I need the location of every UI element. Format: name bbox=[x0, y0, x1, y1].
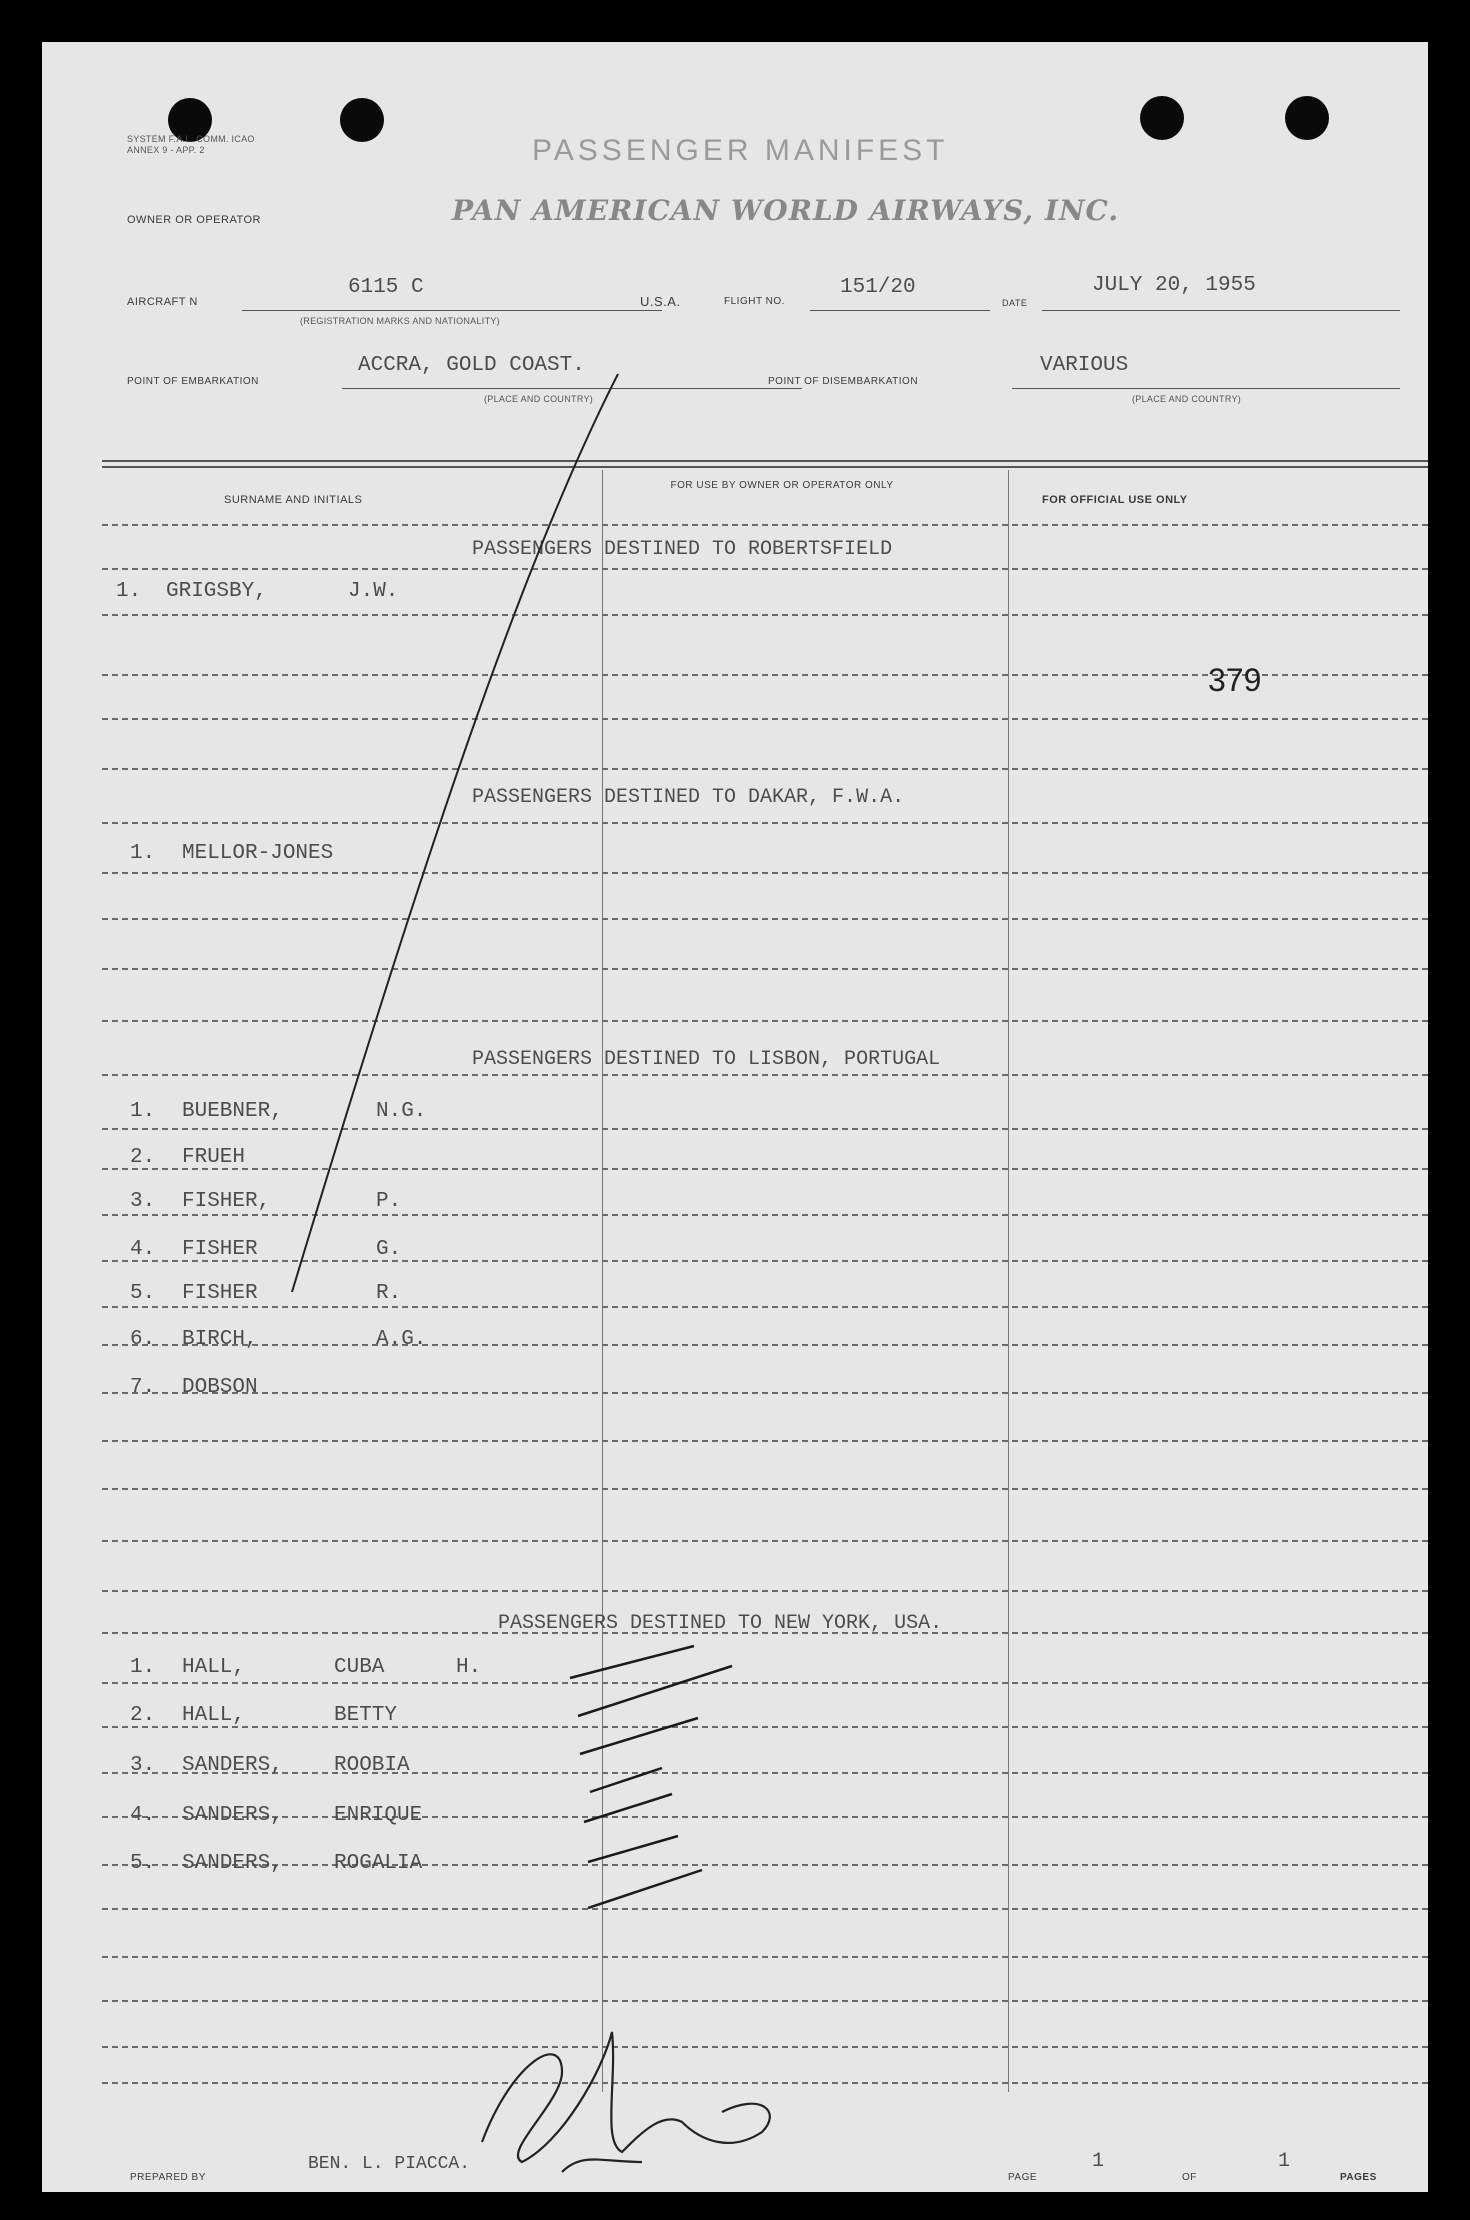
nationality: U.S.A. bbox=[640, 294, 681, 309]
embarkation-label: POINT OF EMBARKATION bbox=[127, 376, 259, 387]
passenger-number: 1. bbox=[130, 842, 156, 865]
passenger-number: 6. bbox=[130, 1328, 156, 1351]
disembarkation-point: VARIOUS bbox=[1040, 354, 1129, 377]
manifest-sheet bbox=[42, 42, 1428, 2192]
passenger-surname: BUEBNER, bbox=[182, 1100, 283, 1123]
passenger-number: 5. bbox=[130, 1852, 156, 1875]
passenger-number: 4. bbox=[130, 1238, 156, 1261]
passenger-surname: SANDERS, bbox=[182, 1754, 283, 1777]
page-label: PAGE bbox=[1008, 2172, 1038, 2183]
total-pages: 1 bbox=[1278, 2150, 1291, 2173]
pen-strike-marks bbox=[42, 42, 1428, 2192]
passenger-initials: ROGALIA bbox=[334, 1852, 423, 1875]
passenger-surname: BIRCH, bbox=[182, 1328, 258, 1351]
aircraft-number: 6115 C bbox=[348, 276, 424, 299]
passenger-initials: R. bbox=[376, 1282, 402, 1305]
col-surname: SURNAME AND INITIALS bbox=[224, 494, 363, 506]
passenger-number: 1. bbox=[130, 1656, 156, 1679]
passenger-number: 7. bbox=[130, 1376, 156, 1399]
registration-note: (REGISTRATION MARKS AND NATIONALITY) bbox=[300, 316, 500, 326]
passenger-initials: ENRIQUE bbox=[334, 1804, 423, 1827]
passenger-surname: SANDERS, bbox=[182, 1804, 283, 1827]
form-id: SYSTEM F.A.L. COMM. ICAO ANNEX 9 - APP. 2 bbox=[127, 134, 255, 155]
passenger-surname: FISHER, bbox=[182, 1190, 271, 1213]
passenger-number: 2. bbox=[130, 1146, 156, 1169]
disembarkation-label: POINT OF DISEMBARKATION bbox=[768, 376, 919, 387]
flight-label: FLIGHT NO. bbox=[724, 296, 785, 307]
date-label: DATE bbox=[1002, 298, 1028, 308]
passenger-surname: HALL, bbox=[182, 1704, 246, 1727]
signature bbox=[482, 2032, 770, 2172]
passenger-initials: ROOBIA bbox=[334, 1754, 410, 1777]
place-note-disembark: (PLACE AND COUNTRY) bbox=[1132, 394, 1242, 404]
passenger-initials: BETTY bbox=[334, 1704, 398, 1727]
col-owner-use: FOR USE BY OWNER OR OPERATOR ONLY bbox=[670, 480, 894, 491]
flight-date: JULY 20, 1955 bbox=[1092, 274, 1256, 297]
pages-label: PAGES bbox=[1340, 2172, 1377, 2183]
of-label: OF bbox=[1182, 2172, 1197, 2183]
diagonal-strike bbox=[292, 374, 618, 1292]
passenger-number: 3. bbox=[130, 1754, 156, 1777]
passenger-surname: DOBSON bbox=[182, 1376, 258, 1399]
group-heading-lisbon: PASSENGERS DESTINED TO LISBON, PORTUGAL bbox=[472, 1048, 941, 1071]
passenger-surname: FISHER bbox=[182, 1238, 258, 1261]
place-note-embark: (PLACE AND COUNTRY) bbox=[484, 394, 594, 404]
page-number: 1 bbox=[1092, 2150, 1105, 2173]
passenger-number: 1. bbox=[116, 580, 142, 603]
passenger-number: 5. bbox=[130, 1282, 156, 1305]
passenger-initials: G. bbox=[376, 1238, 402, 1261]
passenger-initials: CUBA bbox=[334, 1656, 385, 1679]
group-heading-dakar: PASSENGERS DESTINED TO DAKAR, F.W.A. bbox=[472, 786, 905, 809]
passenger-initials: A.G. bbox=[376, 1328, 427, 1351]
owner-operator: PAN AMERICAN WORLD AIRWAYS, INC. bbox=[452, 194, 1120, 227]
passenger-initials: J.W. bbox=[348, 580, 399, 603]
owner-label: OWNER OR OPERATOR bbox=[127, 214, 261, 226]
col-official-use: FOR OFFICIAL USE ONLY bbox=[1042, 494, 1188, 506]
passenger-number: 3. bbox=[130, 1190, 156, 1213]
passenger-extra-initial: H. bbox=[456, 1656, 482, 1679]
aircraft-label: AIRCRAFT N bbox=[127, 296, 198, 308]
tick-marks bbox=[570, 1646, 732, 1908]
passenger-surname: HALL, bbox=[182, 1656, 246, 1679]
passenger-number: 4. bbox=[130, 1804, 156, 1827]
group-heading-robertsfield: PASSENGERS DESTINED TO ROBERTSFIELD bbox=[472, 538, 893, 561]
passenger-number: 1. bbox=[130, 1100, 156, 1123]
flight-number: 151/20 bbox=[840, 276, 916, 299]
passenger-number: 2. bbox=[130, 1704, 156, 1727]
prepared-by-name: BEN. L. PIACCA. bbox=[308, 2154, 471, 2174]
manifest-title: PASSENGER MANIFEST bbox=[532, 134, 949, 167]
passenger-surname: MELLOR-JONES bbox=[182, 842, 334, 865]
passenger-surname: FISHER bbox=[182, 1282, 258, 1305]
embarkation-point: ACCRA, GOLD COAST. bbox=[358, 354, 585, 377]
official-stamp-number: 379 bbox=[1208, 662, 1262, 698]
passenger-surname: FRUEH bbox=[182, 1146, 246, 1169]
passenger-initials: N.G. bbox=[376, 1100, 427, 1123]
passenger-surname: SANDERS, bbox=[182, 1852, 283, 1875]
passenger-initials: P. bbox=[376, 1190, 402, 1213]
prepared-by-label: PREPARED BY bbox=[130, 2172, 206, 2183]
group-heading-new-york: PASSENGERS DESTINED TO NEW YORK, USA. bbox=[498, 1612, 943, 1635]
passenger-surname: GRIGSBY, bbox=[166, 580, 267, 603]
